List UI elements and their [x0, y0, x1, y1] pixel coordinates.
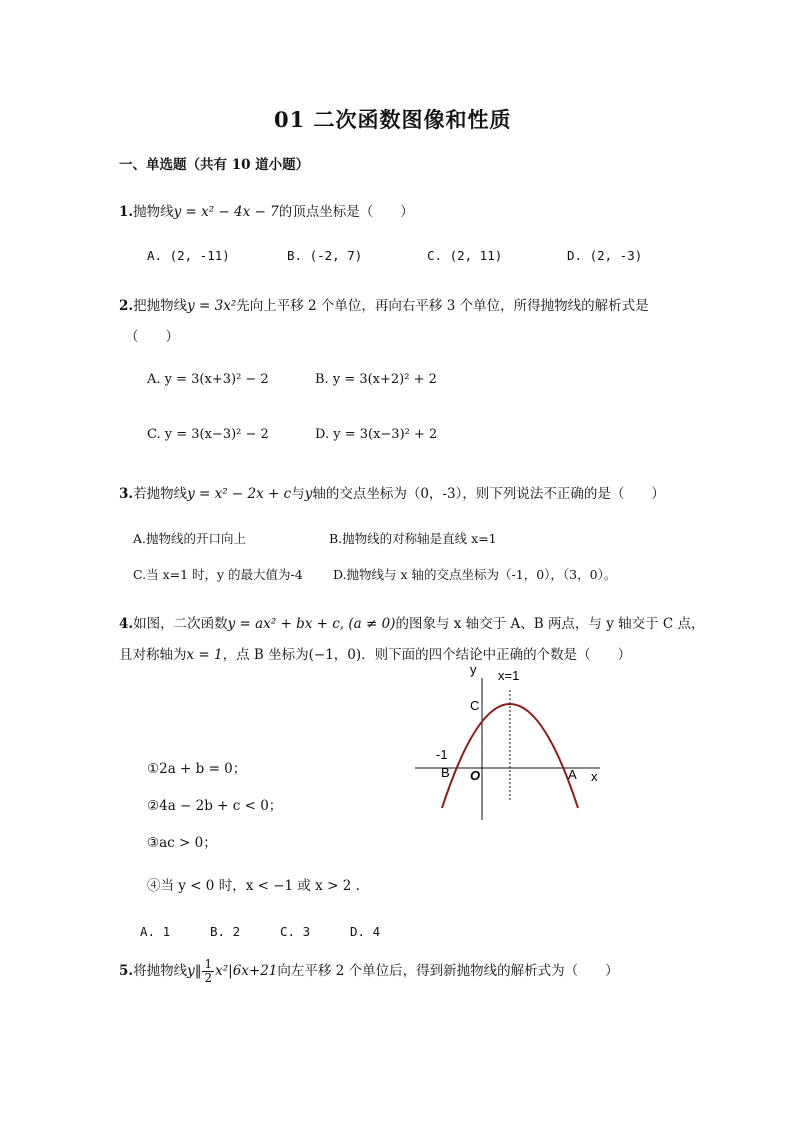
question-text: 将抛物线: [133, 963, 188, 979]
question-formula: y = 3x²: [187, 298, 237, 314]
question-text: 的顶点坐标是（ ）: [278, 204, 414, 220]
question-number: 4.: [119, 616, 134, 632]
option-a[interactable]: A. (2, -11): [147, 248, 230, 263]
question-text: 把抛物线: [133, 298, 188, 314]
question-formula: y‖: [187, 963, 202, 979]
option-c[interactable]: C. 3: [280, 924, 311, 939]
option-d[interactable]: D. 4: [350, 924, 381, 939]
question-text: ．则下面的四个结论中正确的个数是（ ）: [361, 647, 632, 663]
option-d[interactable]: D. y = 3(x−3)² + 2: [315, 427, 438, 442]
question-1: [119, 200, 414, 220]
question-text: 轴的交点坐标为（0，-3），则下列说法不正确的是（ ）: [312, 486, 665, 502]
symmetry-axis: x = 1: [186, 647, 223, 663]
question-4-line-1: [119, 612, 705, 632]
question-text: 抛物线: [133, 204, 174, 220]
question-formula: x²|6x+21: [215, 963, 278, 979]
option-d[interactable]: D.抛物线与 x 轴的交点坐标为（-1，0），（3，0）。: [333, 567, 617, 582]
conclusion-2: ②4a − 2b + c < 0；: [147, 798, 283, 814]
question-number: 1.: [119, 204, 134, 220]
question-text: 且对称轴为: [119, 647, 187, 663]
parabola-graph: [410, 660, 610, 825]
conclusion-1: ①2a + b = 0；: [147, 761, 247, 777]
question-number: 5.: [119, 963, 134, 979]
point-c-label: C: [470, 698, 480, 713]
option-c[interactable]: C.当 x=1 时，y 的最大值为-4: [133, 567, 303, 582]
option-a[interactable]: A. 1: [140, 924, 171, 939]
option-a[interactable]: A. y = 3(x+3)² − 2: [147, 372, 269, 387]
option-c[interactable]: C. y = 3(x−3)² − 2: [147, 427, 269, 442]
question-text: 的图象与 x 轴交于 A、B 两点，与 y 轴交于 C 点，: [395, 616, 705, 632]
minus-one-label: -1: [436, 747, 448, 762]
question-text: 与: [291, 486, 305, 502]
point-b-label: B: [441, 765, 450, 780]
option-b[interactable]: B. (-2, 7): [287, 248, 363, 263]
section-heading: 一、单选题（共有 10 道小题）: [119, 157, 310, 173]
question-formula: y = ax² + bx + c, (a ≠ 0): [227, 616, 396, 632]
question-formula: y = x² − 4x − 7: [173, 204, 279, 220]
question-text: 向左平移 2 个单位后，得到新抛物线的解析式为（ ）: [277, 963, 619, 979]
question-2: [119, 294, 649, 314]
conclusion-4: ④当 y < 0 时，x < −1 或 x > 2 .: [147, 878, 360, 894]
question-variable: y: [304, 486, 313, 502]
question-text: 若抛物线: [133, 486, 188, 502]
question-number: 2.: [119, 298, 134, 314]
answer-paren: （ ）: [125, 329, 179, 345]
option-a[interactable]: A.抛物线的开口向上: [133, 531, 247, 546]
question-formula: y = x² − 2x + c: [187, 486, 292, 502]
option-b[interactable]: B.抛物线的对称轴是直线 x=1: [329, 531, 497, 546]
question-text: 如图，二次函数: [133, 616, 228, 632]
y-axis-label: y: [470, 662, 477, 677]
fraction-numerator: 1: [204, 957, 213, 971]
fraction: [202, 958, 214, 985]
symmetry-label: x=1: [498, 668, 520, 683]
question-number: 3.: [119, 486, 134, 502]
origin-label: O: [470, 768, 481, 783]
option-b[interactable]: B. 2: [210, 924, 241, 939]
page-title: 01 二次函数图像和性质: [274, 107, 512, 132]
conclusion-3: ③ac > 0；: [147, 835, 217, 851]
point-a-label: A: [568, 767, 577, 782]
question-5: [119, 958, 619, 985]
x-axis-label: x: [591, 769, 598, 784]
question-text: 先向上平移 2 个单位，再向右平移 3 个单位，所得抛物线的解析式是: [236, 298, 649, 314]
question-text: ，点 B 坐标为: [222, 647, 309, 663]
option-b[interactable]: B. y = 3(x+2)² + 2: [315, 372, 437, 387]
point-b-coord: (−1，0): [308, 647, 362, 663]
question-3: [119, 482, 665, 502]
option-d[interactable]: D. (2, -3): [567, 248, 643, 263]
option-c[interactable]: C. (2, 11): [427, 248, 503, 263]
fraction-denominator: 2: [204, 971, 213, 985]
